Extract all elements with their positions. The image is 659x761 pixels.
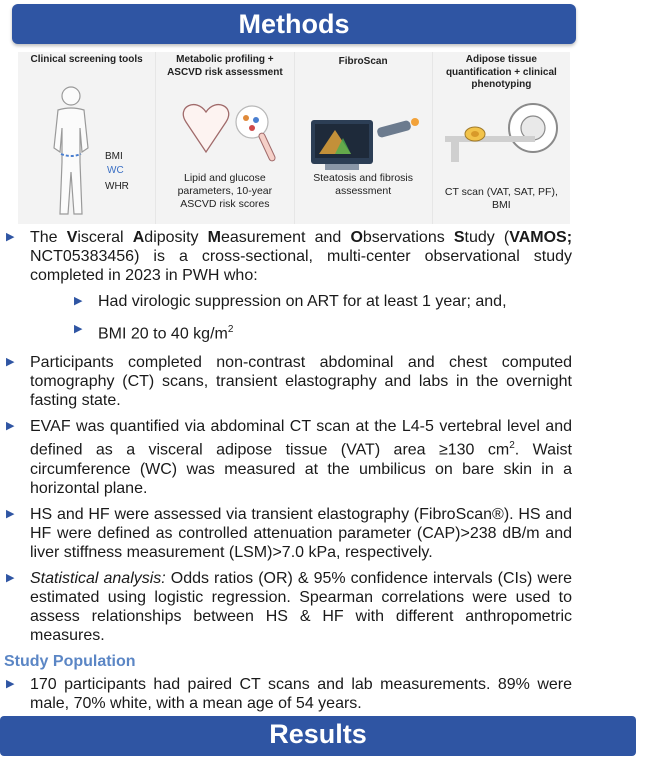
bullet-statistical-analysis: ▶ Statistical analysis: Odds ratios (OR) & 95% confidence intervals (CIs) were estimated using logistic regression. Spearman correlations were used to assess relationships between HS & HF with different anthropometric measures. <box>6 569 572 644</box>
heart-test-tube-icon <box>166 92 286 172</box>
human-figure-icon <box>36 82 106 222</box>
triangle-right-icon: ▶ <box>74 295 83 307</box>
bullet-study-population: ▶ 170 participants had paired CT scans and lab measurements. 89% were male, 70% white, with a mean age of 54 years. <box>6 675 572 712</box>
ct-scanner-icon <box>437 94 567 174</box>
triangle-right-icon: ▶ <box>6 507 15 520</box>
panel-title: Metabolic profiling + ASCVD risk assessment <box>167 54 283 78</box>
sub-bullet-virologic: ▶ Had virologic suppression on ART for at least 1 year; and, <box>74 293 507 310</box>
bullet-evaf: ▶ EVAF was quantified via abdominal CT scan at the L4-5 vertebral level and defined as a visceral adipose tissue (VAT) area ≥130 $cm^2$. Waist circumference (WC) was measured at the umbilicus on bare skin in a horizontal plane. <box>6 418 572 497</box>
whr-label: WHR <box>105 181 129 192</box>
bullet-ct-scans: ▶ Participants completed non-contrast abdominal and chest computed tomography (CT) scans, transient elastography and labs in the overnight fasting state. <box>6 354 572 410</box>
panel-caption: Lipid and glucose parameters, 10-year ASCVD risk scores <box>177 172 273 210</box>
panel-caption: Steatosis and fibrosis assessment <box>313 172 414 197</box>
panel-title: Adipose tissue quantification + clinical phenotyping <box>445 54 557 90</box>
study-population-heading: Study Population <box>4 652 136 670</box>
triangle-right-icon: ▶ <box>6 231 15 243</box>
results-header: Results <box>0 716 636 756</box>
bmi-label: BMI <box>105 151 123 162</box>
triangle-right-icon: ▶ <box>6 677 15 690</box>
methods-figure <box>18 52 570 224</box>
methods-content <box>0 228 590 720</box>
triangle-right-icon: ▶ <box>6 571 15 584</box>
panel-fibroscan <box>295 52 433 224</box>
triangle-right-icon: ▶ <box>6 420 15 433</box>
triangle-right-icon: ▶ <box>6 356 15 369</box>
methods-header: Methods <box>12 4 576 44</box>
panel-title: FibroScan <box>338 56 388 67</box>
panel-title: Clinical screening tools <box>30 54 143 65</box>
bullet-hs-hf: ▶ HS and HF were assessed via transient elastography (FibroScan®). HS and HF were defined as controlled attenuation parameter (CAP)>238 dB/m and liver stiffness measurement (LSM)>7.0 kPa, respectively. <box>6 505 572 561</box>
sub-bullet-bmi: ▶ BMI 20 to 40 $kg/m^2$ <box>0 320 590 343</box>
panel-metabolic-profiling <box>156 52 294 224</box>
wc-label: WC <box>107 165 124 176</box>
panel-clinical-screening <box>18 52 156 224</box>
triangle-right-icon: ▶ <box>74 323 83 335</box>
panel-caption: CT scan (VAT, SAT, PF), BMI <box>444 186 558 211</box>
panel-adipose-tissue <box>433 52 570 224</box>
bullet-study-description: ▶ The Visceral Adiposity Measurement and Observations Study (VAMOS; NCT05383456) is a cross-sectional, multi-center observational study completed in 2023 in PWH who: <box>6 229 573 284</box>
